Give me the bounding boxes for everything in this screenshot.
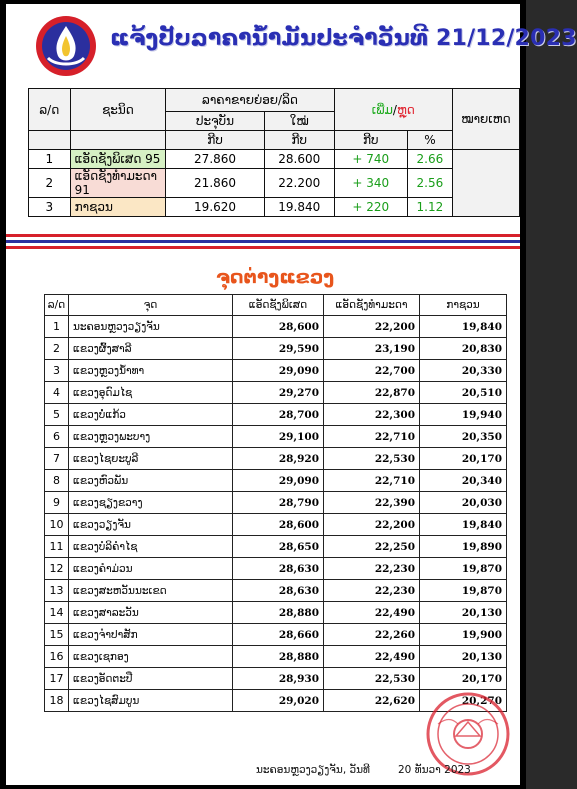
province-name: ແຂວງບໍ່ແກ້ວ [69,404,233,426]
regular-price: 22,250 [324,536,420,558]
premium-price: 28,660 [233,624,324,646]
premium-price: 28,790 [233,492,324,514]
regular-price: 22,530 [324,668,420,690]
row-no: 8 [45,470,69,492]
table-row [45,558,507,580]
province-price-table [44,294,507,712]
unit-kip-change: ກີບ [334,131,407,150]
row-no: 3 [45,360,69,382]
province-name: ແຂວງເຊກອງ [69,646,233,668]
diesel-price: 20,830 [420,338,507,360]
price-change-percent: 2.56 [407,169,452,198]
new-price: 19.840 [264,198,334,217]
province-name: ນະຄອນຫຼວງວຽງຈັນ [69,316,233,338]
province-name: ແຂວງອຸດົມໄຊ [69,382,233,404]
table-row [45,536,507,558]
table-row [45,514,507,536]
header-spacer [70,131,166,150]
premium-price: 29,270 [233,382,324,404]
province-name: ແຂວງຫຼວງພະບາງ [69,426,233,448]
col-header-regular: ແອັດຊັງທຳມະດາ [324,295,420,316]
premium-price: 28,630 [233,558,324,580]
regular-price: 22,870 [324,382,420,404]
province-name: ແຂວງສາລະວັນ [69,602,233,624]
unit-kip-old: ກີບ [166,131,265,150]
province-name: ແຂວງຊຽງຂວາງ [69,492,233,514]
diesel-price: 19,870 [420,580,507,602]
diesel-price: 20,170 [420,668,507,690]
change-down-label: ຫຼຸດ [396,102,415,117]
table-row [45,404,507,426]
premium-price: 28,700 [233,404,324,426]
row-no: 15 [45,624,69,646]
unit-kip-new: ກີບ [264,131,334,150]
diesel-price: 20,030 [420,492,507,514]
regular-price: 22,710 [324,470,420,492]
regular-price: 22,710 [324,426,420,448]
regular-price: 22,200 [324,514,420,536]
row-no: 9 [45,492,69,514]
diesel-price: 20,130 [420,646,507,668]
row-no: 14 [45,602,69,624]
price-summary-table [28,88,520,217]
footer-date: 20 ທັນວາ 2023 [398,764,471,776]
row-no: 2 [45,338,69,360]
regular-price: 23,190 [324,338,420,360]
premium-price: 29,090 [233,470,324,492]
col-header-change [334,89,452,131]
change-separator: / [392,102,397,117]
province-name: ແຂວງອັດຕະປື [69,668,233,690]
premium-price: 29,100 [233,426,324,448]
company-logo-icon [34,14,98,78]
table-row [45,624,507,646]
regular-price: 22,300 [324,404,420,426]
diesel-price: 20,130 [420,602,507,624]
province-name: ແຂວງວຽງຈັນ [69,514,233,536]
diesel-price: 19,940 [420,404,507,426]
premium-price: 28,600 [233,316,324,338]
diesel-price: 20,170 [420,448,507,470]
regular-price: 22,230 [324,558,420,580]
unit-percent: % [407,131,452,150]
col-header-retail-price: ລາຄາຂາຍຍ່ອຍ/ລິດ [166,89,334,112]
fuel-type-premium: ແອັດຊັງພິເສດ 95 [70,150,166,169]
price-change-percent: 1.12 [407,198,452,217]
table-row [45,316,507,338]
table-row [45,382,507,404]
premium-price: 28,650 [233,536,324,558]
col-header-remark: ໝາຍເຫດ [452,89,519,150]
fuel-type-regular: ແອັດຊັງທຳມະດາ 91 [70,169,166,198]
table-row [45,602,507,624]
price-change: + 340 [334,169,407,198]
table-row [45,580,507,602]
old-price: 21.860 [166,169,265,198]
province-name: ແຂວງໄຊຍະບູລີ [69,448,233,470]
table-row [45,448,507,470]
table-row [45,338,507,360]
col-header-diesel: ກາຊວນ [420,295,507,316]
diesel-price: 19,900 [420,624,507,646]
province-name: ແຂວງສະຫວັນນະເຂດ [69,580,233,602]
diesel-price: 19,890 [420,536,507,558]
price-change: + 220 [334,198,407,217]
regular-price: 22,490 [324,602,420,624]
province-name: ແຂວງບໍລິຄຳໄຊ [69,536,233,558]
premium-price: 28,880 [233,602,324,624]
table-row [45,492,507,514]
diesel-price: 20,270 [420,690,507,712]
diesel-price: 19,840 [420,514,507,536]
table-row [45,426,507,448]
row-no: 5 [45,404,69,426]
row-no: 10 [45,514,69,536]
row-no: 16 [45,646,69,668]
premium-price: 28,600 [233,514,324,536]
row-no: 7 [45,448,69,470]
price-row-no: 1 [29,150,71,169]
regular-price: 22,530 [324,448,420,470]
diesel-price: 20,340 [420,470,507,492]
document-title: ແຈ້ງປັບລາຄານ້ຳມັນປະຈຳວັນທີ 21/12/2023 [110,26,577,51]
new-price: 28.600 [264,150,334,169]
row-no: 6 [45,426,69,448]
premium-price: 29,090 [233,360,324,382]
provinces-title: ຈຸດຕ່າງແຂວງ [216,266,335,288]
col-header-no: ລ/ດ [29,89,71,131]
premium-price: 28,630 [233,580,324,602]
header-spacer [29,131,71,150]
row-no: 18 [45,690,69,712]
row-no: 12 [45,558,69,580]
province-name: ແຂວງໄຊສົມບູນ [69,690,233,712]
price-row-no: 3 [29,198,71,217]
table-row [45,646,507,668]
row-no: 13 [45,580,69,602]
diesel-price: 20,350 [420,426,507,448]
footer-place: ນະຄອນຫຼວງວຽງຈັນ, ວັນທີ [256,764,370,776]
change-up-label: ເພີ່ມ [371,102,393,117]
old-price: 27.860 [166,150,265,169]
row-no: 1 [45,316,69,338]
col-header-new-price: ໃໝ່ [264,112,334,131]
regular-price: 22,700 [324,360,420,382]
col-header-type: ຊະນິດ [70,89,166,131]
col-header-old-price: ປະຈຸບັນ [166,112,265,131]
table-row [45,470,507,492]
announcement-document [6,4,577,785]
regular-price: 22,260 [324,624,420,646]
new-price: 22.200 [264,169,334,198]
province-name: ແຂວງຫຼວງນ້ຳທາ [69,360,233,382]
diesel-price: 19,840 [420,316,507,338]
province-name: ແຂວງຜົ້ງສາລີ [69,338,233,360]
regular-price: 22,490 [324,646,420,668]
premium-price: 28,920 [233,448,324,470]
premium-price: 28,930 [233,668,324,690]
diesel-price: 19,870 [420,558,507,580]
price-change-percent: 2.66 [407,150,452,169]
row-no: 11 [45,536,69,558]
table-row [45,360,507,382]
regular-price: 22,200 [324,316,420,338]
col-header-no: ລ/ດ [45,295,69,316]
decorative-stripes [6,234,520,252]
province-name: ແຂວງຄຳມ່ວນ [69,558,233,580]
row-no: 4 [45,382,69,404]
old-price: 19.620 [166,198,265,217]
fuel-type-diesel: ກາຊວນ [70,198,166,217]
regular-price: 22,390 [324,492,420,514]
premium-price: 29,590 [233,338,324,360]
province-name: ແຂວງຈຳປາສັກ [69,624,233,646]
regular-price: 22,230 [324,580,420,602]
premium-price: 29,020 [233,690,324,712]
stripe-red [6,246,520,249]
diesel-price: 20,330 [420,360,507,382]
regular-price: 22,620 [324,690,420,712]
price-change: + 740 [334,150,407,169]
province-name: ແຂວງຫົວພັນ [69,470,233,492]
price-row-no: 2 [29,169,71,198]
remark-cell [452,150,519,217]
col-header-point: ຈຸດ [69,295,233,316]
diesel-price: 20,510 [420,382,507,404]
row-no: 17 [45,668,69,690]
premium-price: 28,880 [233,646,324,668]
col-header-premium: ແອັດຊັງພິເສດ [233,295,324,316]
